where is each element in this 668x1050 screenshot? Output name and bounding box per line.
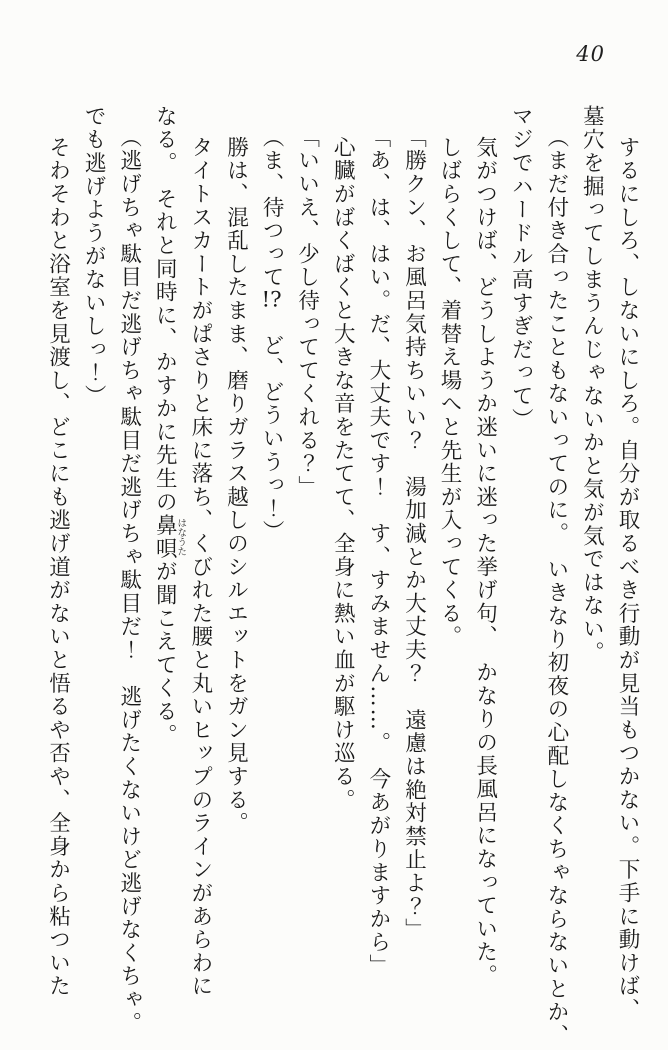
paragraph: 「勝クン、お風呂気持ちいい？ 湯加減とか大丈夫？ 遠慮は絶対禁止よ？」 [401,126,427,942]
paragraph: （まだ付き合ったこともないってのに。 いきなり初夜の心配しなくちゃならないとか、 マジでハードル高すぎだって） [508,105,569,1048]
body-text [40,105,645,1048]
page-number: 40 [576,42,605,66]
paragraph: 気がつけば、どうしようか迷いに迷った挙げ句、 かなりの長風呂になっていた。 [472,136,498,988]
paragraph: （ま、待つって!? ど、どういうっ！） [259,126,285,544]
paragraph: タイトスカートがぱさりと床に落ち、くびれた腰と丸いヒップのラインがあらわに なる。 それと同時に、かすかに先生の鼻唄はなうたが聞こえてくる。 [152,105,213,999]
paragraph: しばらくして、着替え場へと先生が入ってくる。 [437,136,463,649]
paragraph: 「あ、は、はい。だ、大丈夫です！ す、すみません……。 今あがりますから」 [365,126,391,978]
paragraph: そわそわと浴室を見渡し、どこにも逃げ道がないと悟るや否や、全身から粘ついた [45,136,71,999]
paragraph: 心臓がばくばくと大きな音をたてて、全身に熱い血が駆け巡る。 [330,136,356,812]
paragraph: 「いいえ、少し待っててくれる？」 [294,126,320,499]
paragraph: 勝は、混乱したまま、磨りガラス越しのシルエットをガン見する。 [223,136,249,835]
tate-chu-yoko: !? [261,289,282,311]
paragraph: （逃げちゃ駄目だ逃げちゃ駄目だ逃げちゃ駄目だ！ 逃げたくないけど逃げなくちゃ。 でも逃げようがないしっ！） [81,105,142,1035]
paragraph: するにしろ、しないにしろ。自分が取るべき行動が見当もつかない。下手に動けば、 墓穴を掘ってしまうんじゃないかと気が気ではない。 [579,105,640,1022]
ruby-annotated-word: 鼻唄はなうた [152,513,187,561]
